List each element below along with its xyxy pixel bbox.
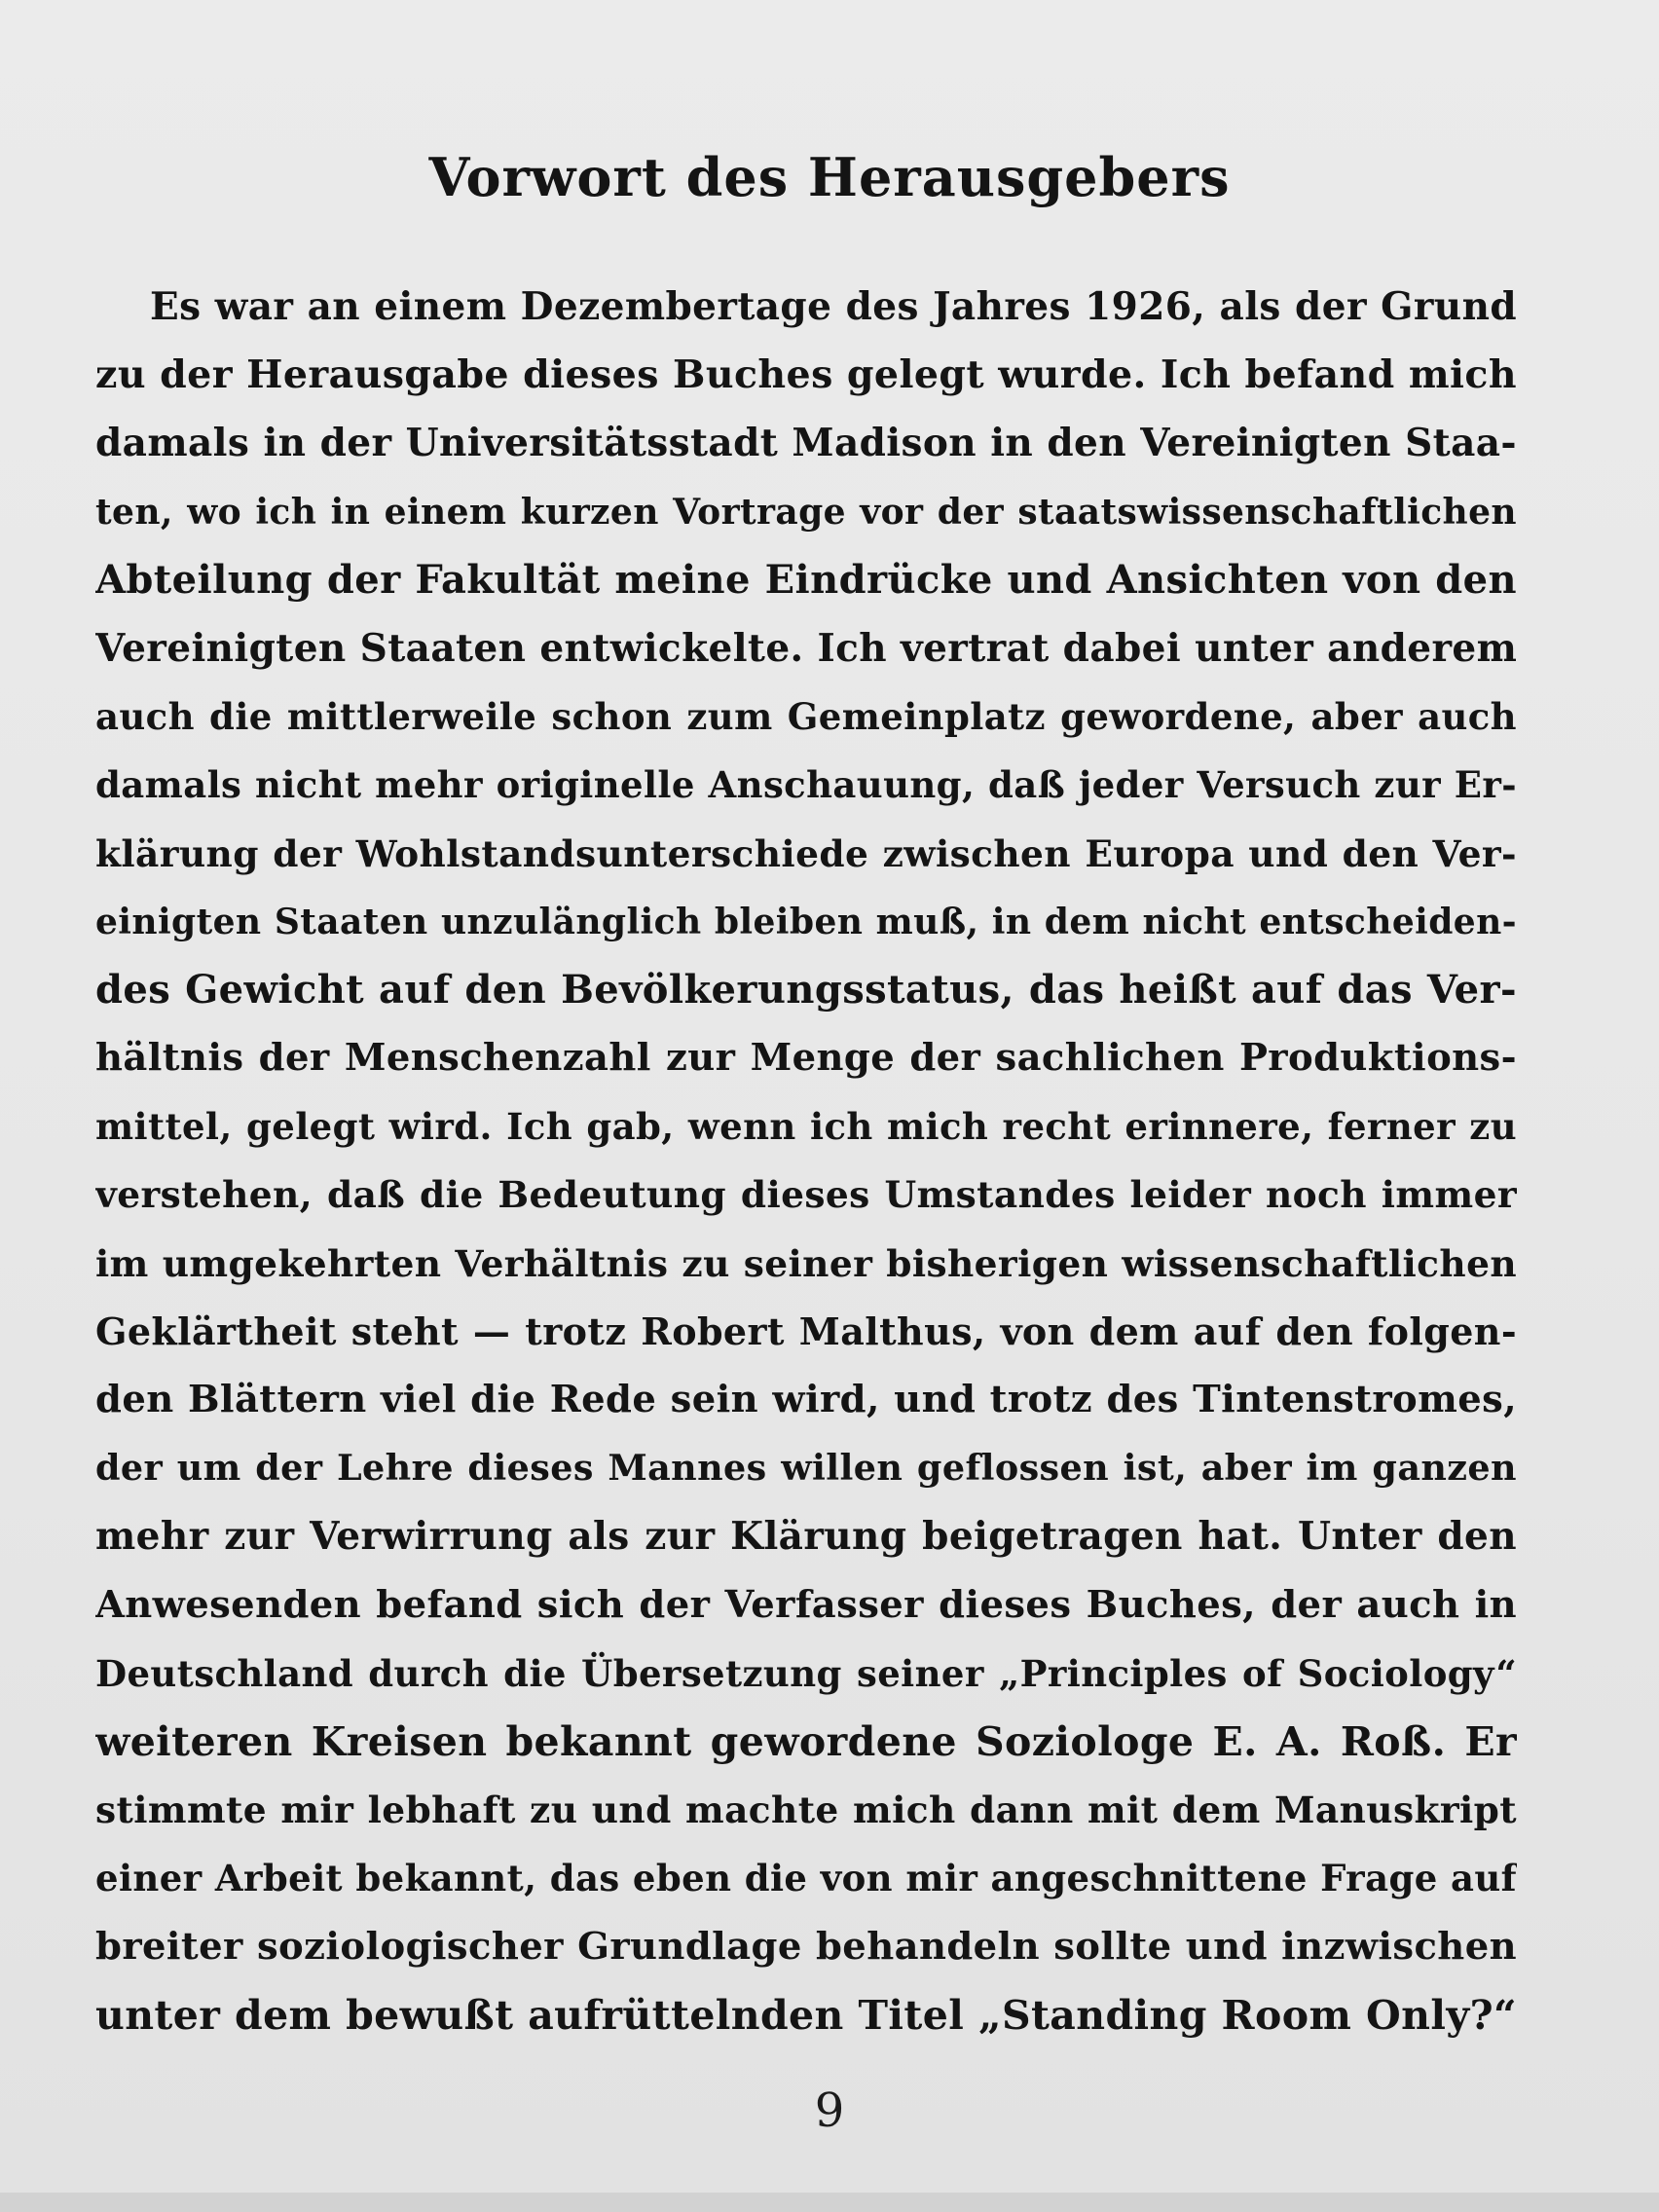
page-title: Vorwort des Herausgebers	[428, 146, 1231, 208]
text-line: des Gewicht auf den Bevölkerungsstatus, das heißt auf das Ver-	[95, 966, 1517, 1013]
text-line: klärung der Wohlstandsunterschiede zwischen Europa und den Ver-	[95, 831, 1517, 875]
text-line: auch die mittlerweile schon zum Gemeinplatz gewordene, aber auch	[95, 695, 1517, 739]
text-line: unter dem bewußt aufrüttelnden Titel „Standing Room Only?“	[95, 1991, 1517, 2039]
text-line: einigten Staaten unzulänglich bleiben muß, in dem nicht entscheiden-	[95, 901, 1517, 942]
text-line: Es war an einem Dezembertage des Jahres 1926, als der Grund	[150, 284, 1517, 329]
text-line: Vereinigten Staaten entwickelte. Ich vertrat dabei unter anderem	[95, 625, 1517, 671]
text-line: ten, wo ich in einem kurzen Vortrage vor der staatswissenschaftlichen	[95, 491, 1517, 533]
text-line: im umgekehrten Verhältnis zu seiner bisherigen wissenschaftlichen	[95, 1241, 1517, 1285]
text-line: mehr zur Verwirrung als zur Klärung beigetragen hat. Unter den	[95, 1514, 1517, 1560]
text-line: weiteren Kreisen bekannt gewordene Soziologe E. A. Roß. Er	[95, 1717, 1517, 1765]
text-line: der um der Lehre dieses Mannes willen geflossen ist, aber im ganzen	[95, 1447, 1517, 1490]
text-line: einer Arbeit bekannt, das eben die von mir angeschnittene Frage auf	[95, 1857, 1517, 1900]
text-line: mittel, gelegt wird. Ich gab, wenn ich mich recht erinnere, ferner zu	[95, 1105, 1517, 1149]
text-line: damals in der Universitätsstadt Madison in den Vereinigten Staa-	[95, 421, 1517, 466]
text-line: stimmte mir lebhaft zu und machte mich dann mit dem Manuskript	[95, 1788, 1517, 1832]
text-line: Deutschland durch die Übersetzung seiner „Principles of Sociology“	[95, 1651, 1517, 1695]
bottom-edge	[0, 2193, 1659, 2212]
text-line: hältnis der Menschenzahl zur Menge der sachlichen Produktions-	[95, 1036, 1517, 1081]
text-line: Abteilung der Fakultät meine Eindrücke und Ansichten von den	[95, 556, 1517, 603]
text-line: breiter soziologischer Grundlage behandeln sollte und inzwischen	[95, 1924, 1517, 1969]
page-number: 9	[814, 2083, 845, 2138]
body-paragraph	[95, 273, 1517, 2049]
text-line: Geklärtheit steht — trotz Robert Malthus, von dem auf den folgen-	[95, 1309, 1517, 1353]
text-line: den Blättern viel die Rede sein wird, und trotz des Tintenstromes,	[95, 1378, 1517, 1421]
text-line: verstehen, daß die Bedeutung dieses Umstandes leider noch immer	[95, 1173, 1517, 1217]
text-line: zu der Herausgabe dieses Buches gelegt wurde. Ich befand mich	[95, 352, 1517, 398]
text-line: damals nicht mehr originelle Anschauung, daß jeder Versuch zur Er-	[95, 763, 1517, 807]
text-line: Anwesenden befand sich der Verfasser dieses Buches, der auch in	[95, 1582, 1517, 1627]
